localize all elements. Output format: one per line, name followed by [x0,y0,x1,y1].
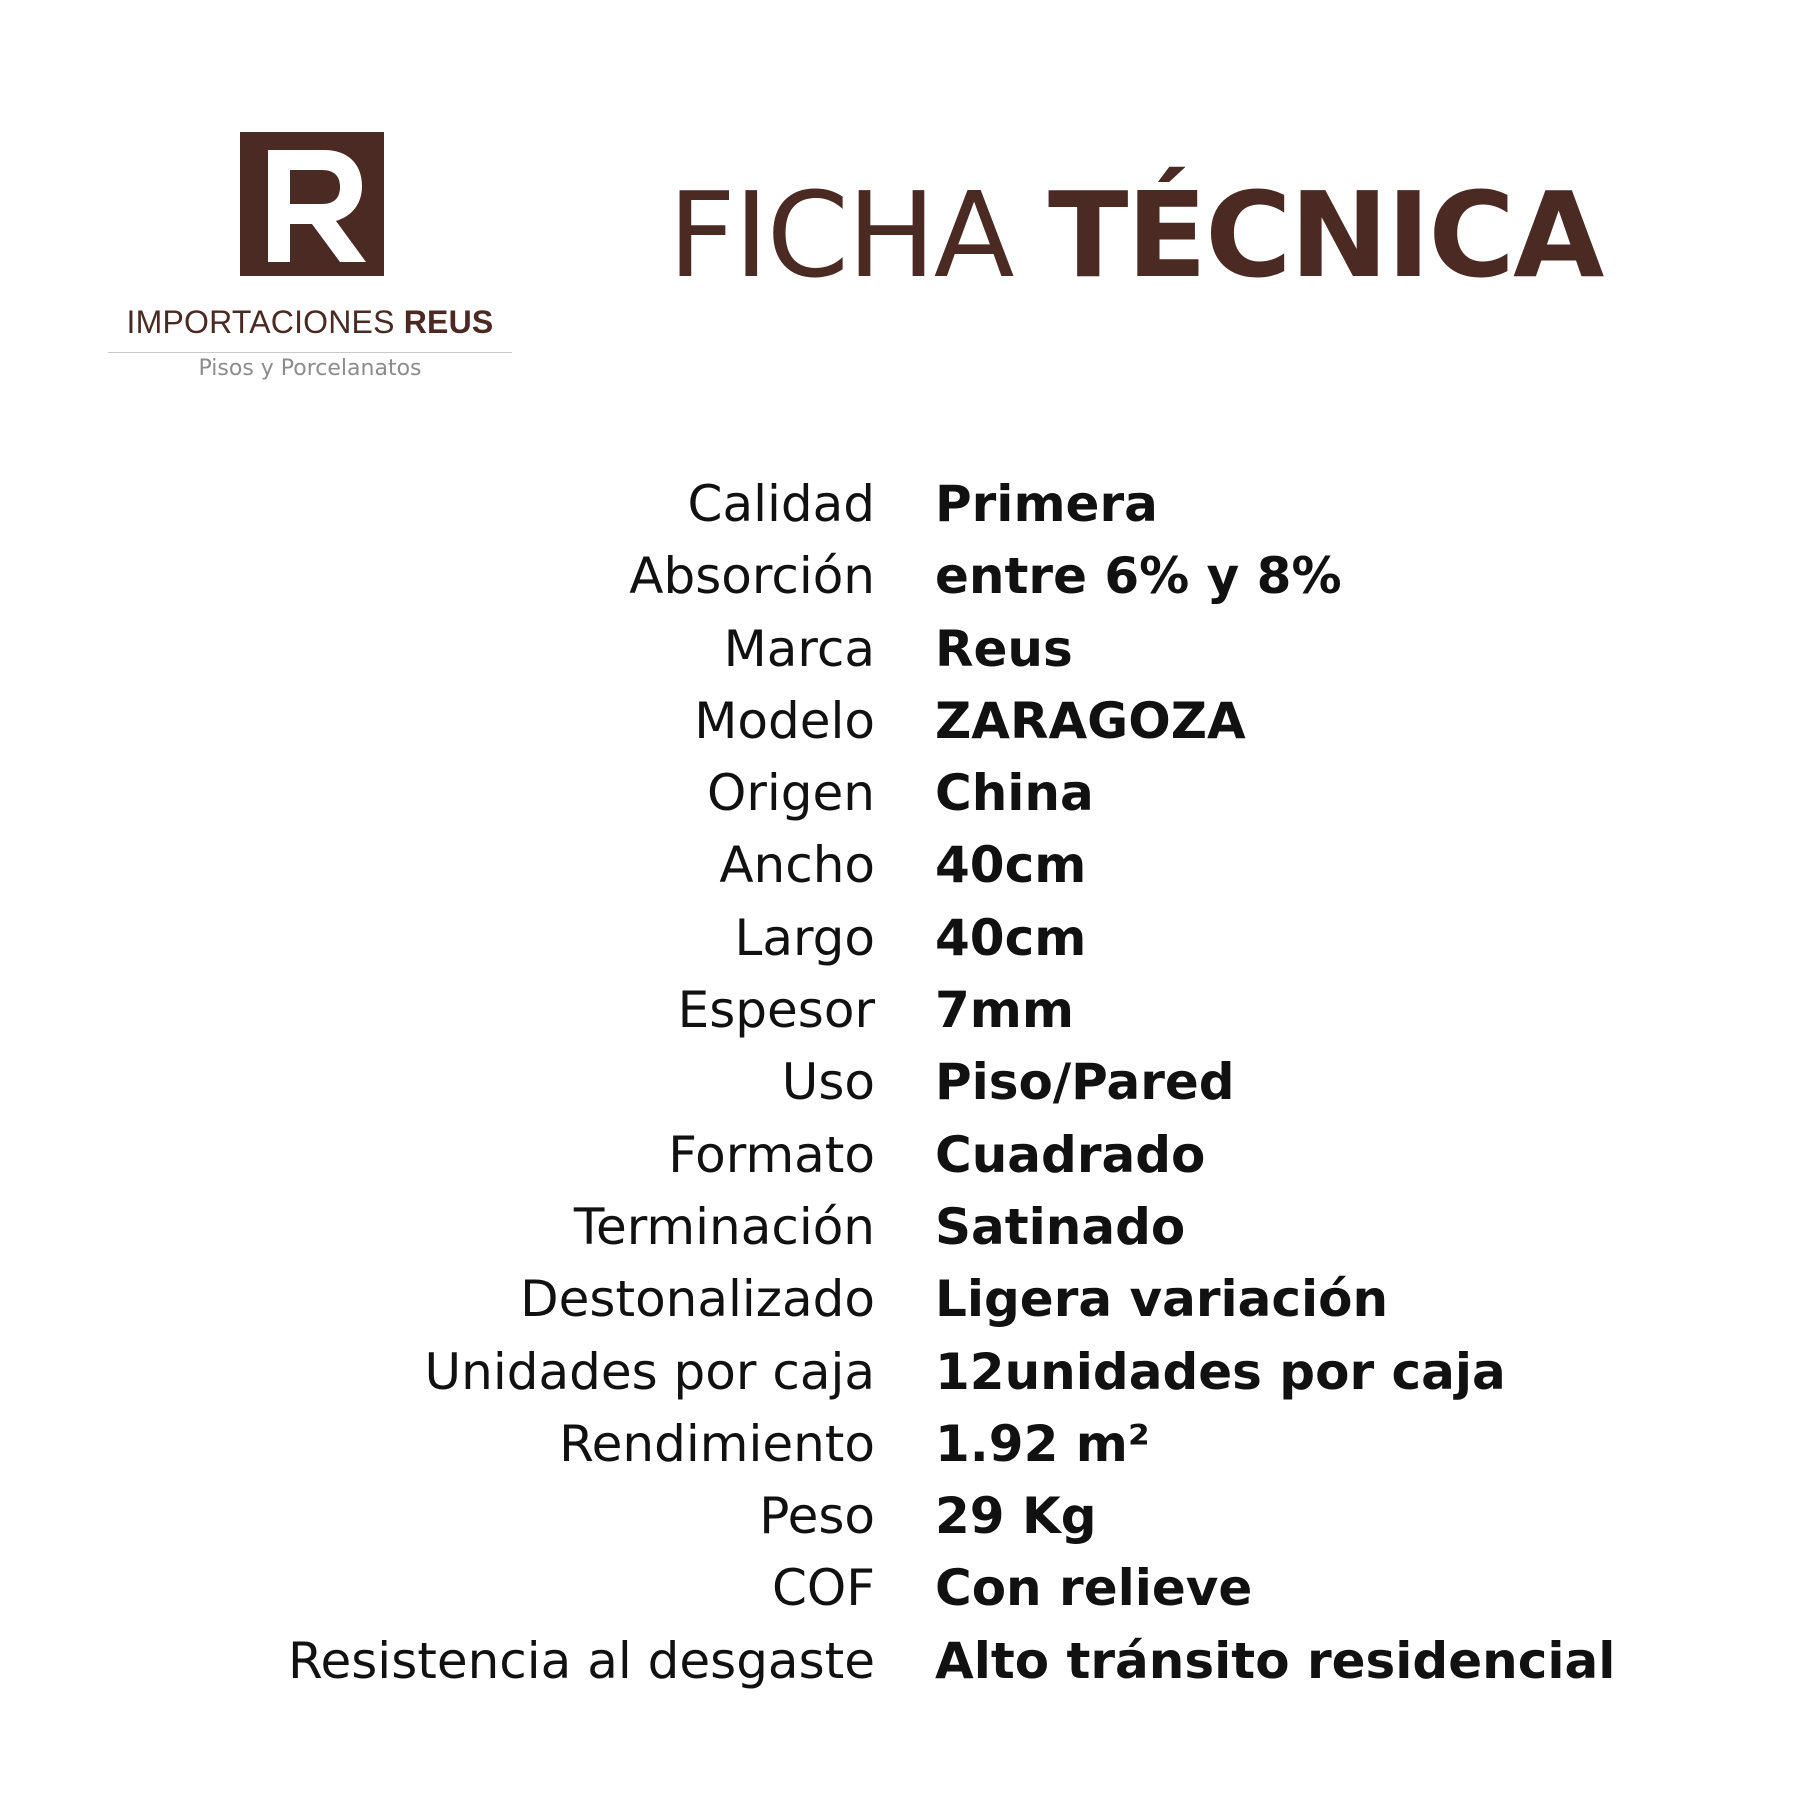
spec-value: China [935,764,1094,823]
spec-row-cof [0,1552,1800,1624]
spec-value: Satinado [935,1197,1186,1256]
spec-label: Resistencia al desgaste [288,1631,875,1690]
spec-value: ZARAGOZA [935,691,1246,750]
spec-value: 7mm [935,981,1074,1040]
spec-label: Unidades por caja [424,1342,875,1401]
spec-row-ancho [0,829,1800,901]
spec-value: Primera [935,475,1158,533]
page-title [668,160,1602,310]
spec-value: Piso/Pared [935,1053,1235,1112]
page-title-bold: TÉCNICA [1048,166,1603,304]
spec-value: Cuadrado [935,1125,1206,1184]
spec-value: 12unidades por caja [935,1342,1506,1401]
spec-table [0,468,1800,1697]
spec-label: Ancho [719,836,875,895]
spec-label: Marca [723,619,875,678]
company-tagline: Pisos y Porcelanatos [198,356,422,381]
spec-row-uso [0,1046,1800,1118]
spec-value: entre 6% y 8% [935,547,1342,606]
spec-label: Absorción [629,547,875,606]
spec-row-peso [0,1480,1800,1552]
spec-value: Con relieve [935,1559,1253,1618]
spec-label: Terminación [573,1197,875,1256]
spec-row-calidad [0,468,1800,540]
spec-row-formato [0,1119,1800,1191]
spec-value: Ligera variación [935,1270,1389,1329]
spec-label: Origen [707,764,875,823]
spec-row-rendimiento [0,1408,1800,1480]
spec-row-destonalizado [0,1263,1800,1335]
spec-row-origen [0,757,1800,829]
spec-label: Calidad [687,475,875,533]
spec-row-modelo [0,685,1800,757]
spec-row-espesor [0,974,1800,1046]
spec-label: Modelo [694,691,875,750]
spec-row-absorcion [0,540,1800,612]
spec-label: COF [771,1559,875,1618]
spec-row-terminacion [0,1191,1800,1263]
spec-label: Formato [668,1125,875,1184]
spec-value: 40cm [935,908,1087,967]
spec-label: Largo [734,908,875,967]
spec-value: 29 Kg [935,1487,1097,1546]
logo-mark [240,132,384,276]
spec-label: Peso [759,1487,875,1546]
company-name [100,304,520,341]
spec-value: 40cm [935,836,1087,895]
company-name-bold: REUS [403,304,494,340]
page-title-light: FICHA [668,166,1013,304]
spec-row-unidades-por-caja [0,1336,1800,1408]
spec-label: Rendimiento [559,1414,875,1473]
spec-value: Alto tránsito residencial [935,1631,1616,1690]
logo-r-icon [240,132,384,276]
spec-label: Destonalizado [520,1270,875,1329]
spec-row-marca [0,613,1800,685]
spec-value: Reus [935,619,1073,678]
logo-divider [108,352,512,353]
spec-label: Espesor [677,981,875,1040]
spec-value: 1.92 m² [935,1414,1150,1473]
company-name-light: IMPORTACIONES [126,304,395,340]
spec-row-resistencia-al-desgaste [0,1625,1800,1697]
spec-label: Uso [781,1053,875,1112]
spec-row-largo [0,902,1800,974]
